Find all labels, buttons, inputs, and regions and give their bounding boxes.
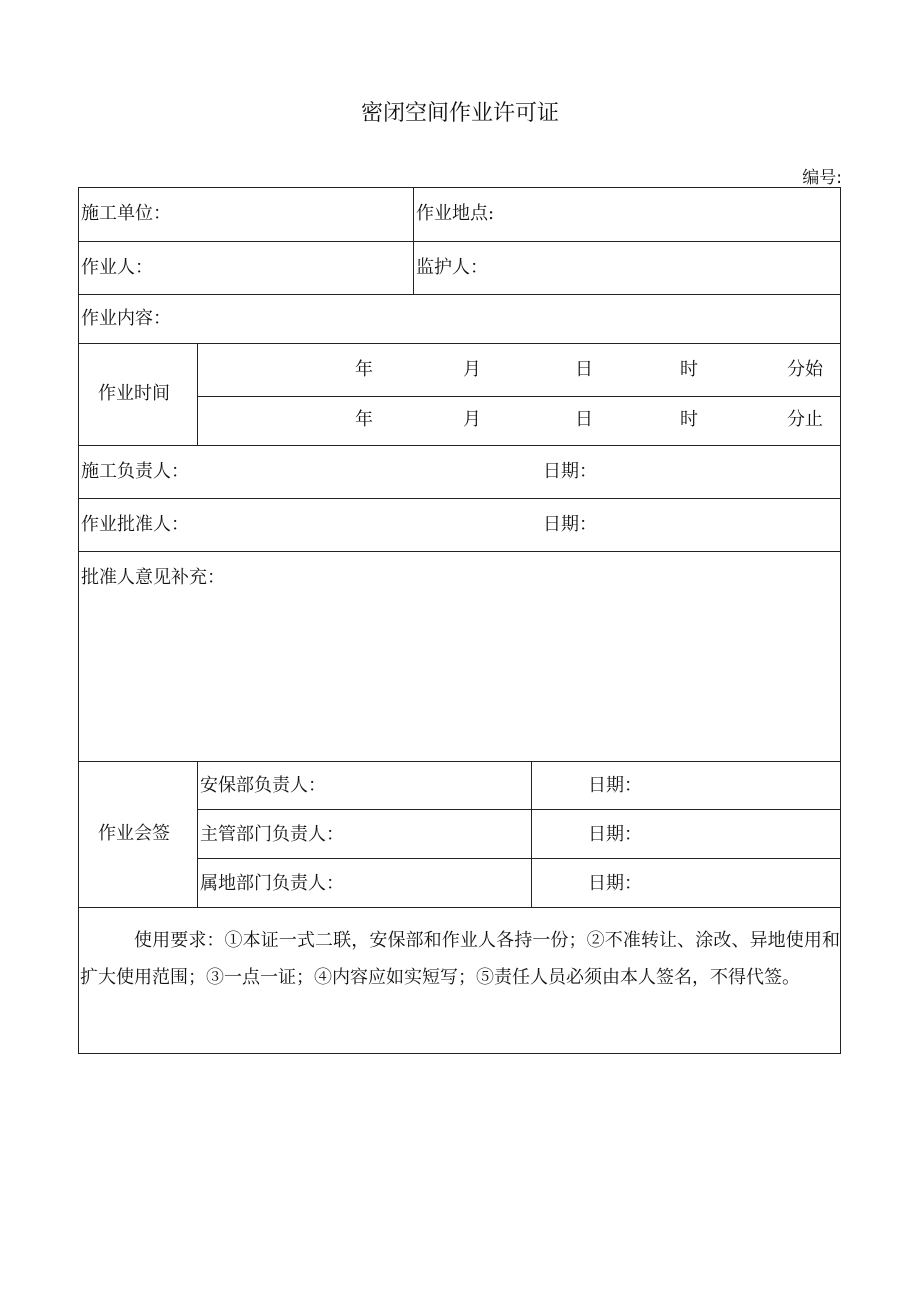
end-minute-field[interactable]: 分止 [787, 409, 823, 430]
work-content-field[interactable]: 作业内容： [81, 308, 171, 329]
usage-requirements: 使用要求：①本证一式二联，安保部和作业人各持一份；②不准转让、涂改、异地使用和扩大使用范围；③一点一证；④内容应如实短写；⑤责任人员必须由本人签名，不得代签。 [80, 930, 840, 988]
start-day-field[interactable]: 日 [575, 359, 593, 380]
guardian-field[interactable]: 监护人： [416, 257, 488, 278]
start-hour-field[interactable]: 时 [680, 359, 698, 380]
column-divider [413, 187, 414, 294]
end-month-field[interactable]: 月 [463, 409, 481, 430]
row-divider [78, 498, 841, 499]
worker-field[interactable]: 作业人： [81, 257, 153, 278]
end-year-field[interactable]: 年 [355, 409, 373, 430]
security-dept-date-field[interactable]: 日期： [588, 775, 642, 796]
construction-lead-field[interactable]: 施工负责人： [81, 461, 189, 482]
approver-date-field[interactable]: 日期： [543, 514, 597, 535]
countersign-label: 作业会签 [98, 823, 170, 844]
row-divider [78, 445, 841, 446]
column-divider [531, 761, 532, 907]
column-divider [197, 343, 198, 445]
row-divider [78, 551, 841, 552]
approver-field[interactable]: 作业批准人： [81, 514, 189, 535]
start-minute-field[interactable]: 分始 [787, 359, 823, 380]
row-divider [78, 343, 841, 344]
serial-number-label: 编号: [802, 168, 842, 188]
work-time-label: 作业时间 [98, 383, 170, 404]
row-divider [78, 294, 841, 295]
managing-dept-lead-field[interactable]: 主管部门负责人： [200, 824, 344, 845]
construction-lead-date-field[interactable]: 日期： [543, 461, 597, 482]
end-hour-field[interactable]: 时 [680, 409, 698, 430]
local-dept-lead-field[interactable]: 属地部门负责人： [200, 873, 344, 894]
page-title: 密闭空间作业许可证 [360, 101, 559, 126]
approver-comments-field[interactable]: 批准人意见补充： [81, 567, 225, 588]
work-location-field[interactable]: 作业地点: [416, 203, 495, 224]
column-divider [197, 761, 198, 907]
row-divider [197, 809, 841, 810]
managing-dept-date-field[interactable]: 日期： [588, 824, 642, 845]
start-year-field[interactable]: 年 [355, 359, 373, 380]
start-month-field[interactable]: 月 [463, 359, 481, 380]
row-divider [197, 858, 841, 859]
end-day-field[interactable]: 日 [575, 409, 593, 430]
row-divider [197, 396, 841, 397]
security-dept-lead-field[interactable]: 安保部负责人： [200, 775, 326, 796]
row-divider [78, 907, 841, 908]
row-divider [78, 761, 841, 762]
row-divider [78, 241, 841, 242]
construction-unit-field[interactable]: 施工单位： [81, 203, 171, 224]
local-dept-date-field[interactable]: 日期： [588, 873, 642, 894]
